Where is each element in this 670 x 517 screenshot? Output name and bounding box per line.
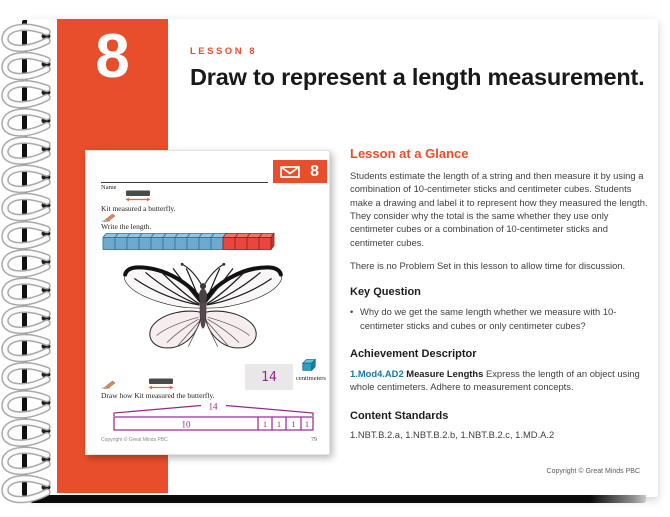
answer-box [245,364,293,390]
drawing-total-label: 14 [208,401,218,412]
lesson-label: LESSON 8 [190,46,257,57]
lesson-at-a-glance [350,146,652,441]
drawing-one-label: 1 [291,420,296,429]
name-label: Name [101,184,117,191]
drawing-one-label: 1 [305,420,309,429]
drawing-ten-label: 10 [181,419,191,430]
centimeter-cube-icon [301,357,317,373]
answer-value: 14 [261,369,277,385]
key-question-text: Why do we get the same length whether we measure with 10-centimeter sticks and cubes or only centimeter cubes? [360,306,617,331]
drawing-one-label: 1 [277,420,281,429]
achievement-descriptor-description: Express the length of an object using whole centimeters. Adhere to measurement concepts. [350,368,640,393]
spiral-binding [0,12,56,512]
glance-paragraph: Students estimate the length of a string and then measure it by using a combination of 10-centimeter sticks and centimeter cubes. Students make a drawing and label it to represent how they measured the length. They consider why the total is the same whether they use only centimeter cubes or a combination of 10-centimeter sticks and centimeter cubes. [350,170,648,248]
answer-unit-label: centimeters [296,375,326,382]
content-standards-list: 1.NBT.B.2.a, 1.NBT.B.2.b, 1.NBT.B.2.c, 1.MD.A.2 [350,428,555,440]
lesson-header [190,46,650,91]
book-bottom-edge [30,495,646,503]
measure-stick-icon [125,190,152,202]
butterfly-image [114,252,292,360]
content-standards-heading: Content Standards [350,409,449,422]
drawing-one-label: 1 [263,420,267,429]
measure-stick-icon [148,378,175,390]
bullet-icon: • [350,306,354,318]
pencil-icon [101,212,116,222]
student-drawing [106,400,321,436]
pencil-icon [101,379,116,389]
draw-prompt: Draw how Kit measured the butterfly. [101,391,215,400]
achievement-descriptor-heading: Achievement Descriptor [350,348,477,361]
key-question-item [350,305,652,332]
cube-train [101,231,275,251]
achievement-descriptor-code: 1.Mod4.AD2 [350,368,404,380]
page-title: Draw to represent a length measurement. [190,64,645,90]
worksheet-lesson-badge [273,160,327,183]
worksheet-intro-text: Kit measured a butterfly. [101,204,176,213]
envelope-icon [280,165,300,179]
glance-heading: Lesson at a Glance [350,146,469,161]
achievement-descriptor-name: Measure Lengths [406,368,484,380]
key-question-heading: Key Question [350,286,421,299]
lesson-number-large: 8 [95,22,130,91]
worksheet-page-number: 79 [311,437,317,443]
worksheet-thumbnail [85,150,330,455]
worksheet-copyright: Copyright © Great Minds PBC [101,437,168,443]
achievement-descriptor-text [350,367,652,394]
page-copyright: Copyright © Great Minds PBC [546,468,640,475]
write-prompt: Write the length. [101,222,152,231]
glance-paragraph: There is no Problem Set in this lesson to allow time for discussion. [350,260,626,272]
worksheet-badge-number: 8 [310,162,319,180]
name-line [101,182,268,183]
